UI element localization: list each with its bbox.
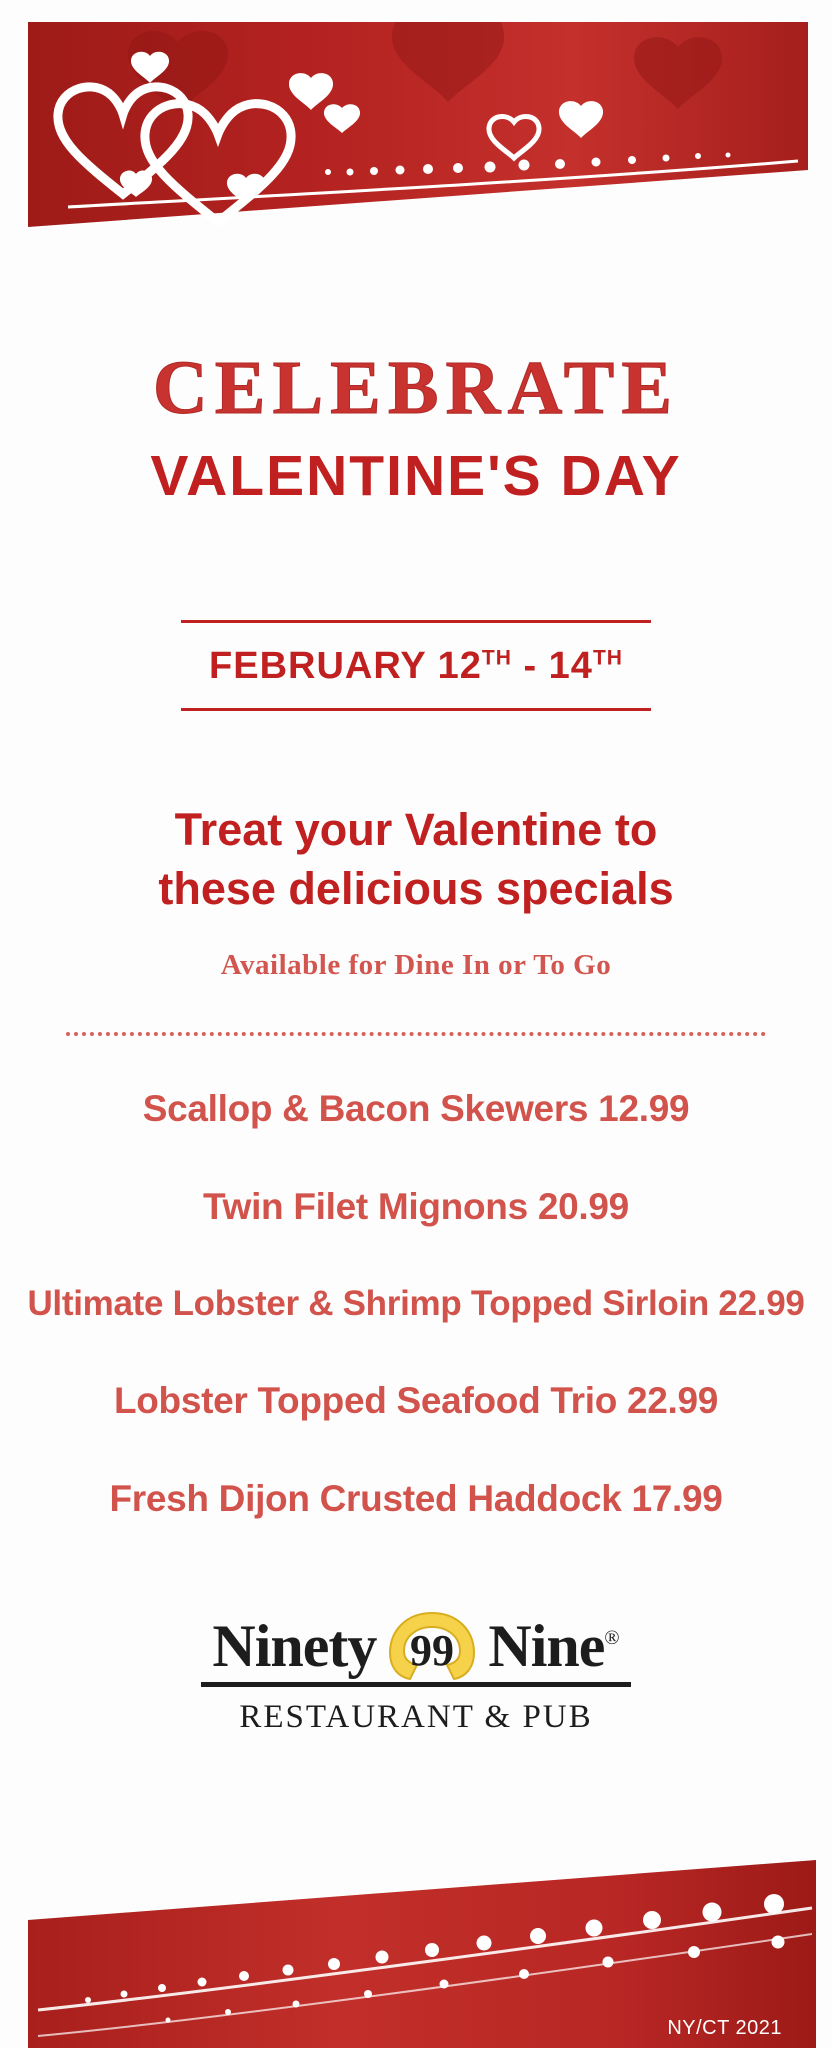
logo-word-nine: Nine [488, 1613, 605, 1680]
dotted-divider [66, 1032, 766, 1036]
treat-message-block [0, 800, 832, 982]
treat-line-one: Treat your Valentine to [174, 804, 658, 855]
treat-line-two: these delicious specials [158, 863, 674, 915]
date-prefix: FEBRUARY 12 [209, 645, 482, 687]
horseshoe-99-icon [380, 1609, 484, 1683]
registered-mark: ® [604, 1627, 620, 1649]
date-range-text [0, 645, 832, 688]
top-banner-graphic [28, 22, 808, 242]
brand-logo [0, 1600, 832, 1736]
list-item: Twin Filet Mignons 20.99 [203, 1186, 629, 1227]
date-ordinal-second: TH [592, 646, 623, 670]
logo-subtitle: RESTAURANT & PUB [239, 1699, 593, 1735]
bottom-decorative-banner [28, 1860, 816, 2048]
list-item: Ultimate Lobster & Shrimp Topped Sirloin 22.99 [27, 1284, 805, 1323]
top-decorative-banner [28, 22, 808, 242]
date-rule-bottom [181, 708, 651, 711]
logo-wordmark-row [212, 1600, 620, 1680]
specials-list [0, 1088, 832, 1576]
headline-celebrate: CELEBRATE [152, 346, 680, 430]
headline-valentines-day: VALENTINE'S DAY [150, 444, 682, 508]
headline-group [0, 346, 832, 508]
footer-code: NY/CT 2021 [667, 2017, 782, 2039]
list-item: Fresh Dijon Crusted Haddock 17.99 [109, 1478, 723, 1519]
list-item: Lobster Topped Seafood Trio 22.99 [113, 1380, 719, 1421]
date-ordinal-first: TH [481, 646, 512, 670]
logo-word-ninety: Ninety [212, 1613, 377, 1680]
date-middle: - 14 [511, 645, 593, 687]
availability-note: Available for Dine In or To Go [220, 948, 612, 981]
horseshoe-icon [380, 1609, 484, 1683]
logo-number-99: 99 [410, 1626, 455, 1676]
list-item: Scallop & Bacon Skewers 12.99 [142, 1088, 690, 1129]
date-rule-top [181, 620, 651, 623]
date-range-block [0, 620, 832, 711]
